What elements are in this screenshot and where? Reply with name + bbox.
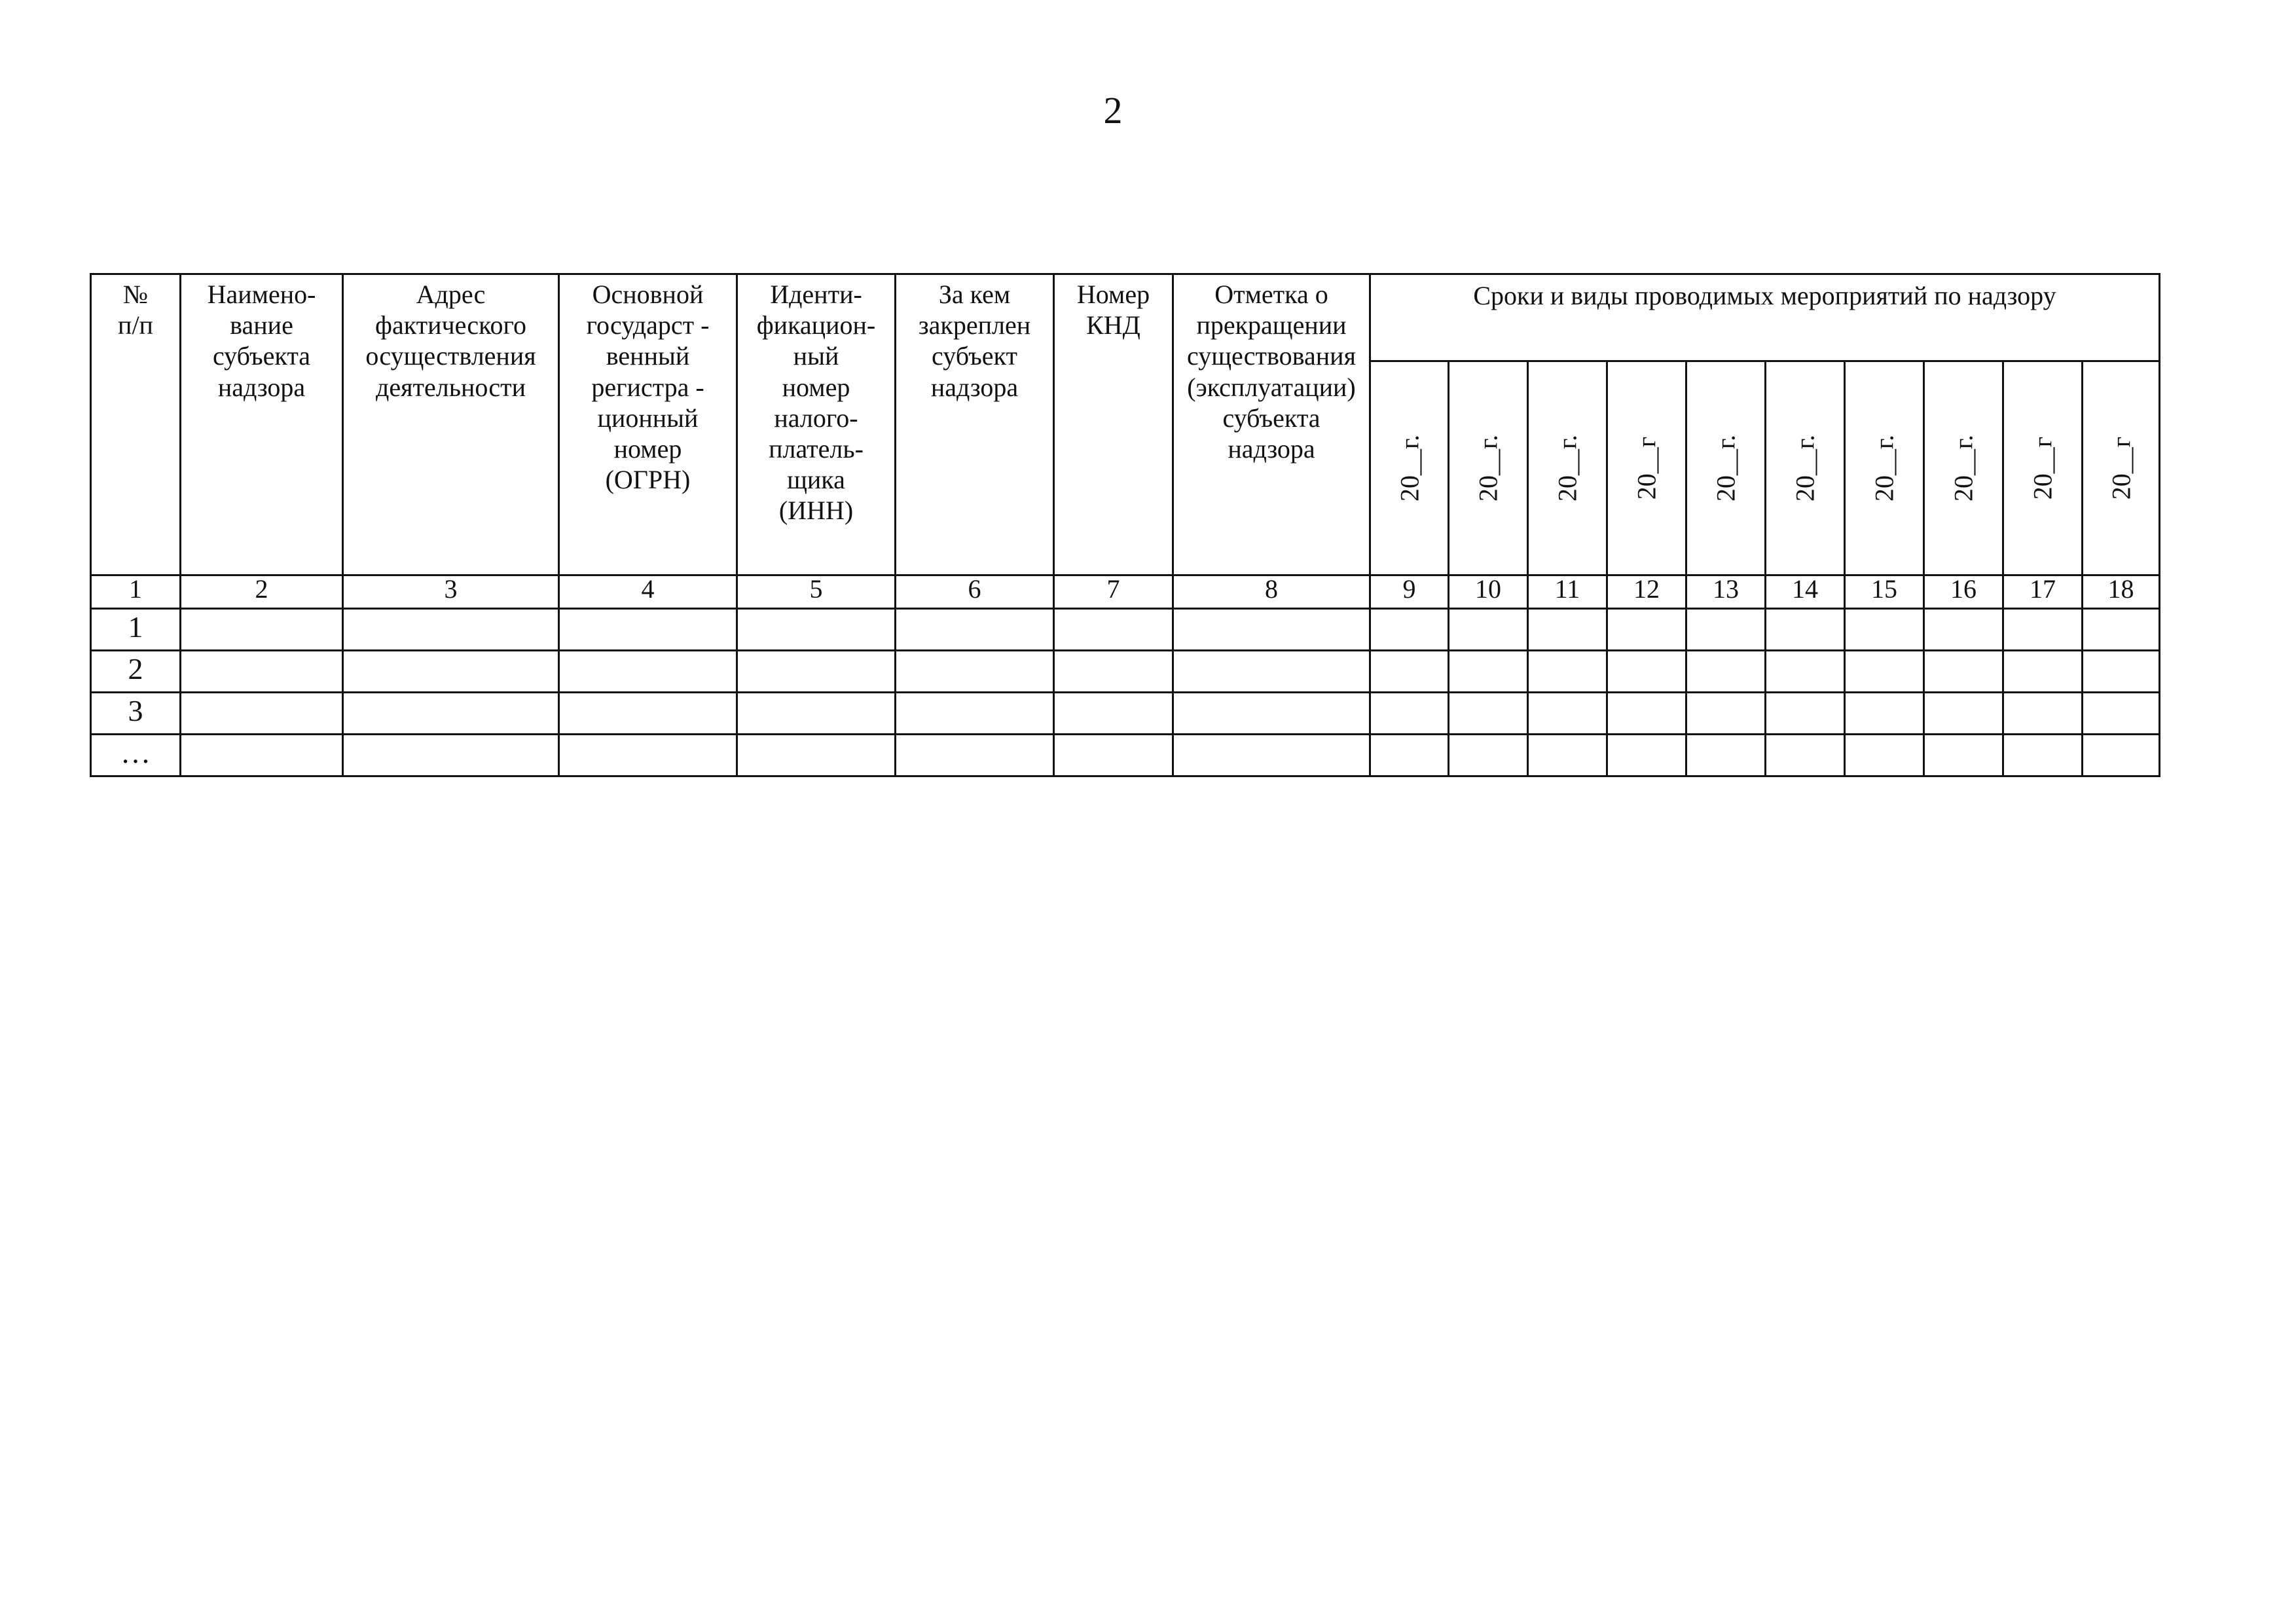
table-cell <box>1924 609 2003 651</box>
header-cell-inn: Иденти- фикацион- ный номер налого- платель- щика (ИНН) <box>737 274 896 575</box>
column-number-row <box>91 575 2160 609</box>
row-index: … <box>91 735 181 776</box>
table-cell <box>2083 735 2160 776</box>
table-cell <box>1370 609 1449 651</box>
year-header-cell: 20__г <box>2083 361 2160 575</box>
table-cell <box>737 609 896 651</box>
table-cell <box>1173 735 1370 776</box>
table-cell <box>1924 651 2003 693</box>
table-cell <box>559 693 737 735</box>
table-cell <box>1766 693 1845 735</box>
table-cell <box>1607 651 1686 693</box>
table-cell <box>1845 735 1924 776</box>
row-index: 3 <box>91 693 181 735</box>
table-cell <box>1607 693 1686 735</box>
table-cell <box>1449 735 1528 776</box>
table-cell <box>2083 651 2160 693</box>
table-cell <box>343 651 559 693</box>
header-cell-index: № п/п <box>91 274 181 575</box>
year-header-cell: 20__г. <box>1686 361 1766 575</box>
table-cell <box>1924 693 2003 735</box>
table-cell <box>181 693 343 735</box>
table-cell <box>1054 693 1173 735</box>
table-cell <box>737 735 896 776</box>
table-cell <box>2003 693 2083 735</box>
table-cell <box>181 609 343 651</box>
column-number: 7 <box>1054 575 1173 609</box>
table-cell <box>1845 651 1924 693</box>
header-cell-termination-mark: Отметка о прекращении существования (эксплуатации) субъекта надзора <box>1173 274 1370 575</box>
year-header-cell: 20__г. <box>1370 361 1449 575</box>
table-cell <box>1686 735 1766 776</box>
table-row <box>91 609 2160 651</box>
table-cell <box>1449 609 1528 651</box>
table-cell <box>2083 693 2160 735</box>
table-cell <box>1173 693 1370 735</box>
row-index: 1 <box>91 609 181 651</box>
table-cell <box>1845 609 1924 651</box>
column-number: 9 <box>1370 575 1449 609</box>
table-cell <box>2083 609 2160 651</box>
table-cell <box>2003 735 2083 776</box>
table-cell <box>1054 609 1173 651</box>
table-cell <box>1054 651 1173 693</box>
table-cell <box>1686 651 1766 693</box>
table-cell <box>1370 651 1449 693</box>
table-cell <box>1766 609 1845 651</box>
table-cell <box>1370 735 1449 776</box>
table-cell <box>1173 651 1370 693</box>
column-number: 15 <box>1845 575 1924 609</box>
table-cell <box>181 651 343 693</box>
row-index: 2 <box>91 651 181 693</box>
table-cell <box>343 693 559 735</box>
table-cell <box>181 735 343 776</box>
table-cell <box>896 609 1054 651</box>
table-cell <box>1528 609 1607 651</box>
column-number: 13 <box>1686 575 1766 609</box>
table-cell <box>2003 651 2083 693</box>
table-cell <box>1173 609 1370 651</box>
table-cell <box>1766 735 1845 776</box>
year-header-cell: 20__г. <box>1766 361 1845 575</box>
column-number: 8 <box>1173 575 1370 609</box>
table-row <box>91 735 2160 776</box>
table-row <box>91 651 2160 693</box>
column-number: 17 <box>2003 575 2083 609</box>
table-cell <box>1528 693 1607 735</box>
column-number: 14 <box>1766 575 1845 609</box>
header-cell-supervision-schedule: Сроки и виды проводимых мероприятий по надзору <box>1370 274 2160 361</box>
column-number: 10 <box>1449 575 1528 609</box>
table-cell <box>896 651 1054 693</box>
table-cell <box>1370 693 1449 735</box>
column-number: 2 <box>181 575 343 609</box>
column-number: 3 <box>343 575 559 609</box>
table-cell <box>1449 693 1528 735</box>
table-cell <box>1924 735 2003 776</box>
page-number: 2 <box>1103 89 1123 132</box>
year-header-cell: 20__г. <box>1924 361 2003 575</box>
table-cell <box>896 735 1054 776</box>
column-number: 5 <box>737 575 896 609</box>
table-cell <box>1449 651 1528 693</box>
year-header-cell: 20__г <box>2003 361 2083 575</box>
column-number: 1 <box>91 575 181 609</box>
column-number: 18 <box>2083 575 2160 609</box>
table-cell <box>1528 735 1607 776</box>
year-header-cell: 20__г. <box>1528 361 1607 575</box>
year-header-cell: 20__г. <box>1449 361 1528 575</box>
table-cell <box>559 609 737 651</box>
column-number: 6 <box>896 575 1054 609</box>
table-cell <box>1686 609 1766 651</box>
table-cell <box>1766 651 1845 693</box>
column-number: 4 <box>559 575 737 609</box>
table-cell <box>1054 735 1173 776</box>
header-cell-assigned-to: За кем закреплен субъект надзора <box>896 274 1054 575</box>
table-cell <box>737 651 896 693</box>
table-cell <box>559 735 737 776</box>
column-number: 16 <box>1924 575 2003 609</box>
year-header-cell: 20__г. <box>1845 361 1924 575</box>
table-cell <box>896 693 1054 735</box>
header-cell-ogrn: Основной государст - венный регистра - ционный номер (ОГРН) <box>559 274 737 575</box>
table-row <box>91 693 2160 735</box>
table-cell <box>1607 735 1686 776</box>
table-cell <box>343 609 559 651</box>
header-cell-subject-name: Наимено- вание субъекта надзора <box>181 274 343 575</box>
table-cell <box>1686 693 1766 735</box>
table-cell <box>343 735 559 776</box>
header-row-top <box>91 274 2160 361</box>
table-cell <box>2003 609 2083 651</box>
year-header-cell: 20__г <box>1607 361 1686 575</box>
supervision-register-table <box>90 273 2160 777</box>
table-cell <box>737 693 896 735</box>
column-number: 11 <box>1528 575 1607 609</box>
header-cell-knd-number: Номер КНД <box>1054 274 1173 575</box>
table-cell <box>559 651 737 693</box>
table-cell <box>1607 609 1686 651</box>
table-cell <box>1528 651 1607 693</box>
table-cell <box>1845 693 1924 735</box>
header-cell-address: Адрес фактического осуществления деятельности <box>343 274 559 575</box>
column-number: 12 <box>1607 575 1686 609</box>
